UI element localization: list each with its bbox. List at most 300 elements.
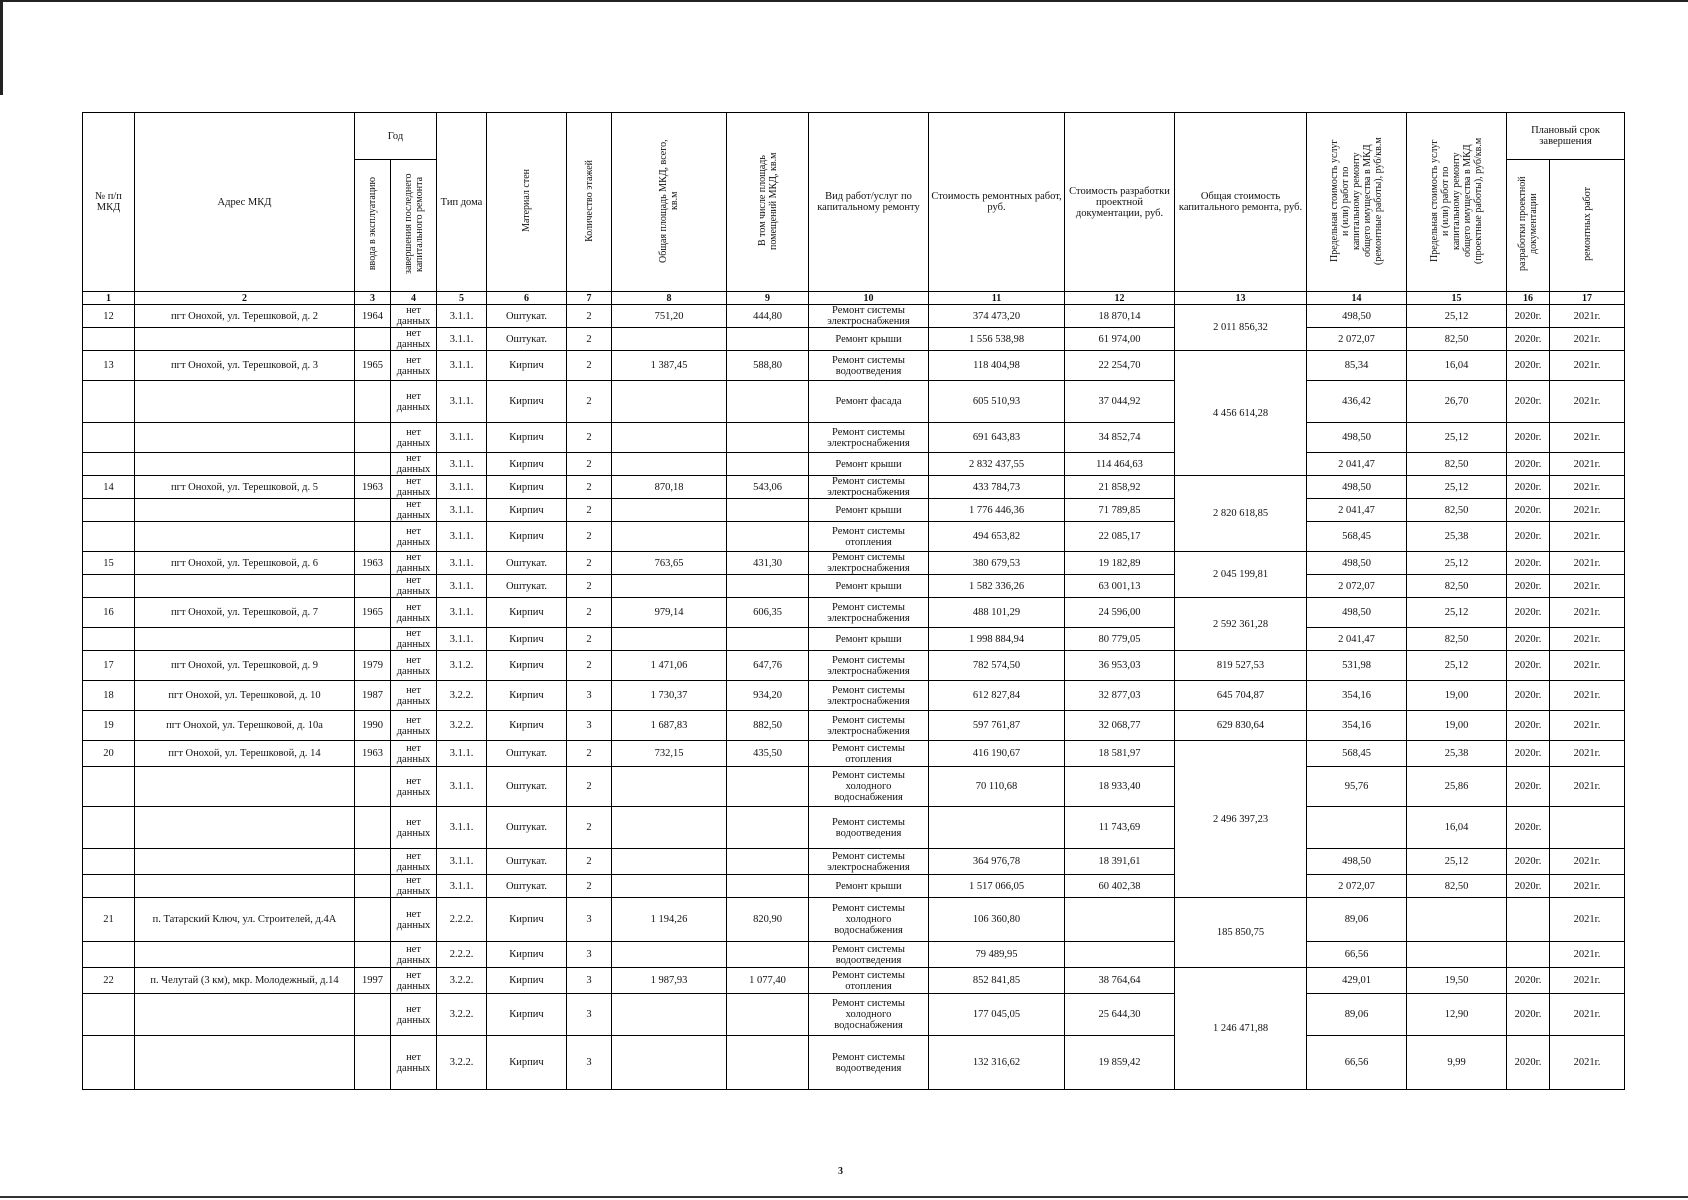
cell-term-design: 2020г. <box>1507 807 1550 849</box>
cell-type: 3.1.1. <box>437 453 487 476</box>
cell-type: 3.1.1. <box>437 552 487 575</box>
cell-total-cost: 629 830,64 <box>1175 711 1307 741</box>
table-row <box>83 681 1625 711</box>
cell-year-last-repair: нет данных <box>391 598 437 628</box>
cell-work-type: Ремонт крыши <box>809 575 929 598</box>
cell-limit-design: 25,12 <box>1407 305 1507 328</box>
cell-premises-area: 543,06 <box>727 476 809 499</box>
cell-work-type: Ремонт системы электроснабжения <box>809 711 929 741</box>
header-total-area <box>612 113 727 292</box>
cell-num <box>83 849 135 875</box>
cell-year-commission <box>355 849 391 875</box>
cell-year-last-repair: нет данных <box>391 423 437 453</box>
cell-limit-design: 19,50 <box>1407 968 1507 994</box>
cell-num: 19 <box>83 711 135 741</box>
cell-year-commission <box>355 1036 391 1090</box>
cell-year-commission: 1979 <box>355 651 391 681</box>
cell-num <box>83 1036 135 1090</box>
cell-year-last-repair: нет данных <box>391 741 437 767</box>
header-num: № п/п МКД <box>83 113 135 292</box>
cell-repair-cost: 1 556 538,98 <box>929 328 1065 351</box>
cell-limit-repair: 2 072,07 <box>1307 875 1407 898</box>
cell-total-area: 979,14 <box>612 598 727 628</box>
cell-premises-area: 934,20 <box>727 681 809 711</box>
table-row <box>83 628 1625 651</box>
cell-total-cost: 2 011 856,32 <box>1175 305 1307 351</box>
cell-repair-cost: 364 976,78 <box>929 849 1065 875</box>
header-repair-cost: Стоимость ремонтных работ, руб. <box>929 113 1065 292</box>
cell-term-design: 2020г. <box>1507 849 1550 875</box>
cell-term-design: 2020г. <box>1507 994 1550 1036</box>
table-row <box>83 381 1625 423</box>
cell-year-last-repair: нет данных <box>391 968 437 994</box>
cell-premises-area: 820,90 <box>727 898 809 942</box>
cell-num <box>83 499 135 522</box>
cell-type: 3.2.2. <box>437 968 487 994</box>
cell-limit-design: 25,12 <box>1407 849 1507 875</box>
cell-limit-repair: 498,50 <box>1307 305 1407 328</box>
cell-limit-design: 82,50 <box>1407 875 1507 898</box>
cell-limit-repair: 429,01 <box>1307 968 1407 994</box>
cell-term-repair: 2021г. <box>1550 651 1625 681</box>
cell-term-design: 2020г. <box>1507 681 1550 711</box>
cell-term-repair <box>1550 807 1625 849</box>
cell-limit-design: 9,99 <box>1407 1036 1507 1090</box>
cell-material: Оштукат. <box>487 575 567 598</box>
table-row <box>83 552 1625 575</box>
cell-year-last-repair: нет данных <box>391 681 437 711</box>
cell-material: Кирпич <box>487 453 567 476</box>
cell-work-type: Ремонт системы электроснабжения <box>809 849 929 875</box>
cell-material: Оштукат. <box>487 328 567 351</box>
cell-year-last-repair: нет данных <box>391 305 437 328</box>
cell-total-area: 1 987,93 <box>612 968 727 994</box>
cell-year-last-repair: нет данных <box>391 522 437 552</box>
cell-work-type: Ремонт крыши <box>809 875 929 898</box>
cell-work-type: Ремонт крыши <box>809 453 929 476</box>
cell-total-area: 1 194,26 <box>612 898 727 942</box>
cell-num <box>83 328 135 351</box>
column-number: 6 <box>487 292 567 305</box>
cell-repair-cost: 2 832 437,55 <box>929 453 1065 476</box>
cell-work-type: Ремонт системы электроснабжения <box>809 552 929 575</box>
cell-design-cost: 18 933,40 <box>1065 767 1175 807</box>
cell-design-cost: 60 402,38 <box>1065 875 1175 898</box>
cell-year-last-repair: нет данных <box>391 875 437 898</box>
cell-limit-design: 82,50 <box>1407 453 1507 476</box>
cell-type: 3.2.2. <box>437 1036 487 1090</box>
cell-limit-design: 16,04 <box>1407 807 1507 849</box>
cell-type: 2.2.2. <box>437 942 487 968</box>
cell-address: пгт Онохой, ул. Терешковой, д. 14 <box>135 741 355 767</box>
cell-term-repair: 2021г. <box>1550 476 1625 499</box>
cell-year-commission <box>355 575 391 598</box>
cell-year-last-repair: нет данных <box>391 381 437 423</box>
cell-type: 3.1.1. <box>437 522 487 552</box>
table-row <box>83 1036 1625 1090</box>
cell-material: Кирпич <box>487 1036 567 1090</box>
cell-limit-repair: 436,42 <box>1307 381 1407 423</box>
cell-year-last-repair: нет данных <box>391 552 437 575</box>
header-year: Год <box>355 113 437 160</box>
cell-type: 3.1.1. <box>437 328 487 351</box>
cell-year-last-repair: нет данных <box>391 994 437 1036</box>
cell-total-area: 732,15 <box>612 741 727 767</box>
cell-type: 3.2.2. <box>437 994 487 1036</box>
cell-total-area <box>612 499 727 522</box>
cell-material: Кирпич <box>487 994 567 1036</box>
cell-limit-design: 25,12 <box>1407 476 1507 499</box>
cell-material: Оштукат. <box>487 552 567 575</box>
cell-term-repair: 2021г. <box>1550 381 1625 423</box>
cell-address <box>135 328 355 351</box>
cell-work-type: Ремонт системы электроснабжения <box>809 598 929 628</box>
cell-repair-cost: 380 679,53 <box>929 552 1065 575</box>
header-premises-area-text: В том числе площадь помещений МКД, кв.м <box>756 151 779 250</box>
cell-repair-cost: 1 582 336,26 <box>929 575 1065 598</box>
header-material-text: Материал стен <box>521 169 532 232</box>
cell-total-area <box>612 1036 727 1090</box>
cell-repair-cost: 691 643,83 <box>929 423 1065 453</box>
header-address: Адрес МКД <box>135 113 355 292</box>
cell-total-cost: 2 496 397,23 <box>1175 741 1307 898</box>
cell-year-commission <box>355 522 391 552</box>
cell-num <box>83 423 135 453</box>
cell-work-type: Ремонт системы холодного водоснабжения <box>809 767 929 807</box>
header-floors-text: Количество этажей <box>583 159 595 242</box>
cell-premises-area <box>727 453 809 476</box>
cell-design-cost: 18 870,14 <box>1065 305 1175 328</box>
cell-year-commission <box>355 942 391 968</box>
cell-work-type: Ремонт системы электроснабжения <box>809 423 929 453</box>
cell-total-area <box>612 453 727 476</box>
cell-term-design: 2020г. <box>1507 305 1550 328</box>
cell-limit-repair: 2 072,07 <box>1307 575 1407 598</box>
cell-work-type: Ремонт системы водоотведения <box>809 351 929 381</box>
cell-term-repair: 2021г. <box>1550 681 1625 711</box>
cell-material: Кирпич <box>487 423 567 453</box>
cell-num <box>83 522 135 552</box>
cell-material: Кирпич <box>487 651 567 681</box>
cell-address <box>135 767 355 807</box>
cell-num: 16 <box>83 598 135 628</box>
cell-limit-design: 16,04 <box>1407 351 1507 381</box>
cell-address: п. Челутай (3 км), мкр. Молодежный, д.14 <box>135 968 355 994</box>
cell-type: 3.1.1. <box>437 849 487 875</box>
cell-year-last-repair: нет данных <box>391 476 437 499</box>
cell-repair-cost: 177 045,05 <box>929 994 1065 1036</box>
cell-design-cost: 34 852,74 <box>1065 423 1175 453</box>
cell-year-last-repair: нет данных <box>391 898 437 942</box>
cell-limit-design <box>1407 898 1507 942</box>
cell-address: пгт Онохой, ул. Терешковой, д. 5 <box>135 476 355 499</box>
cell-address <box>135 453 355 476</box>
cell-address <box>135 575 355 598</box>
cell-term-repair: 2021г. <box>1550 942 1625 968</box>
cell-total-cost: 645 704,87 <box>1175 681 1307 711</box>
cell-term-design <box>1507 942 1550 968</box>
cell-floors: 3 <box>567 898 612 942</box>
cell-term-repair: 2021г. <box>1550 522 1625 552</box>
cell-repair-cost: 1 517 066,05 <box>929 875 1065 898</box>
cell-total-area: 1 387,45 <box>612 351 727 381</box>
cell-repair-cost: 79 489,95 <box>929 942 1065 968</box>
cell-repair-cost: 782 574,50 <box>929 651 1065 681</box>
cell-limit-repair: 2 041,47 <box>1307 453 1407 476</box>
cell-design-cost: 63 001,13 <box>1065 575 1175 598</box>
cell-year-last-repair: нет данных <box>391 628 437 651</box>
table-row <box>83 575 1625 598</box>
table-row <box>83 875 1625 898</box>
cell-year-last-repair: нет данных <box>391 351 437 381</box>
cell-year-commission: 1987 <box>355 681 391 711</box>
cell-term-design: 2020г. <box>1507 381 1550 423</box>
cell-premises-area: 431,30 <box>727 552 809 575</box>
cell-limit-design: 25,12 <box>1407 598 1507 628</box>
table-row <box>83 351 1625 381</box>
cell-num <box>83 628 135 651</box>
cell-year-last-repair: нет данных <box>391 1036 437 1090</box>
cell-term-repair: 2021г. <box>1550 849 1625 875</box>
header-term-design-text: разработки проектной документации <box>1517 176 1539 272</box>
cell-term-repair: 2021г. <box>1550 453 1625 476</box>
cell-work-type: Ремонт крыши <box>809 499 929 522</box>
cell-address: п. Татарский Ключ, ул. Строителей, д.4А <box>135 898 355 942</box>
cell-floors: 2 <box>567 423 612 453</box>
cell-limit-design: 82,50 <box>1407 328 1507 351</box>
cell-floors: 2 <box>567 849 612 875</box>
cell-total-cost: 2 592 361,28 <box>1175 598 1307 651</box>
cell-type: 3.1.1. <box>437 305 487 328</box>
cell-material: Кирпич <box>487 628 567 651</box>
cell-premises-area <box>727 942 809 968</box>
cell-material: Кирпич <box>487 499 567 522</box>
cell-num <box>83 575 135 598</box>
cell-premises-area: 606,35 <box>727 598 809 628</box>
cell-repair-cost <box>929 807 1065 849</box>
header-design-cost: Стоимость разработки проектной документации, руб. <box>1065 113 1175 292</box>
cell-design-cost <box>1065 898 1175 942</box>
cell-design-cost: 25 644,30 <box>1065 994 1175 1036</box>
cell-total-cost: 2 045 199,81 <box>1175 552 1307 598</box>
cell-limit-design: 19,00 <box>1407 681 1507 711</box>
cell-design-cost: 36 953,03 <box>1065 651 1175 681</box>
cell-limit-design: 25,12 <box>1407 552 1507 575</box>
header-material <box>487 113 567 292</box>
cell-floors: 2 <box>567 628 612 651</box>
cell-address: пгт Онохой, ул. Терешковой, д. 9 <box>135 651 355 681</box>
cell-total-area: 1 730,37 <box>612 681 727 711</box>
cell-premises-area <box>727 875 809 898</box>
cell-type: 2.2.2. <box>437 898 487 942</box>
table-row <box>83 453 1625 476</box>
cell-term-design: 2020г. <box>1507 628 1550 651</box>
cell-term-design: 2020г. <box>1507 741 1550 767</box>
cell-address <box>135 875 355 898</box>
cell-term-repair: 2021г. <box>1550 741 1625 767</box>
column-number: 7 <box>567 292 612 305</box>
cell-num: 15 <box>83 552 135 575</box>
cell-total-area <box>612 807 727 849</box>
cell-design-cost: 32 068,77 <box>1065 711 1175 741</box>
cell-floors: 2 <box>567 328 612 351</box>
cell-design-cost: 38 764,64 <box>1065 968 1175 994</box>
cell-total-cost: 1 246 471,88 <box>1175 968 1307 1090</box>
cell-limit-design: 82,50 <box>1407 628 1507 651</box>
cell-limit-repair: 85,34 <box>1307 351 1407 381</box>
table-row <box>83 651 1625 681</box>
header-limit-repair <box>1307 113 1407 292</box>
cell-limit-repair: 498,50 <box>1307 849 1407 875</box>
cell-premises-area: 1 077,40 <box>727 968 809 994</box>
cell-floors: 2 <box>567 499 612 522</box>
cell-type: 3.1.1. <box>437 741 487 767</box>
cell-num <box>83 942 135 968</box>
column-number: 8 <box>612 292 727 305</box>
cell-limit-design: 19,00 <box>1407 711 1507 741</box>
cell-year-commission: 1963 <box>355 476 391 499</box>
cell-term-design: 2020г. <box>1507 875 1550 898</box>
cell-term-design: 2020г. <box>1507 522 1550 552</box>
cell-limit-repair: 354,16 <box>1307 681 1407 711</box>
cell-year-last-repair: нет данных <box>391 849 437 875</box>
cell-premises-area <box>727 1036 809 1090</box>
cell-floors: 3 <box>567 968 612 994</box>
cell-premises-area <box>727 994 809 1036</box>
column-numbers-row <box>83 292 1625 305</box>
column-number: 13 <box>1175 292 1307 305</box>
page-number: 3 <box>838 1166 843 1177</box>
cell-work-type: Ремонт системы электроснабжения <box>809 651 929 681</box>
cell-floors: 2 <box>567 305 612 328</box>
cell-type: 3.2.2. <box>437 681 487 711</box>
cell-year-last-repair: нет данных <box>391 453 437 476</box>
page-edge-top <box>0 0 1688 2</box>
cell-design-cost: 32 877,03 <box>1065 681 1175 711</box>
cell-design-cost: 18 391,61 <box>1065 849 1175 875</box>
cell-address: пгт Онохой, ул. Терешковой, д. 10 <box>135 681 355 711</box>
repair-register-table <box>82 112 1625 1090</box>
cell-work-type: Ремонт системы холодного водоснабжения <box>809 898 929 942</box>
cell-year-last-repair: нет данных <box>391 499 437 522</box>
cell-term-repair: 2021г. <box>1550 875 1625 898</box>
cell-term-design: 2020г. <box>1507 499 1550 522</box>
cell-material: Кирпич <box>487 942 567 968</box>
cell-num: 21 <box>83 898 135 942</box>
cell-floors: 3 <box>567 942 612 968</box>
cell-limit-repair: 498,50 <box>1307 598 1407 628</box>
cell-year-commission <box>355 875 391 898</box>
cell-term-repair: 2021г. <box>1550 1036 1625 1090</box>
table-row <box>83 499 1625 522</box>
column-number: 15 <box>1407 292 1507 305</box>
table-row <box>83 711 1625 741</box>
cell-term-design: 2020г. <box>1507 651 1550 681</box>
table-row <box>83 807 1625 849</box>
cell-total-area <box>612 575 727 598</box>
cell-repair-cost: 1 998 884,94 <box>929 628 1065 651</box>
column-number: 10 <box>809 292 929 305</box>
cell-limit-repair: 354,16 <box>1307 711 1407 741</box>
header-limit-design-text: Предельная стоимость услуг и (или) работ по капитальному ремонту общего имущества в МКД (проектные работы), руб/кв.м <box>1429 137 1484 264</box>
header-term-design <box>1507 160 1550 292</box>
cell-year-commission: 1963 <box>355 741 391 767</box>
cell-limit-design: 25,38 <box>1407 522 1507 552</box>
column-number: 17 <box>1550 292 1625 305</box>
cell-term-repair: 2021г. <box>1550 499 1625 522</box>
cell-year-last-repair: нет данных <box>391 575 437 598</box>
cell-year-last-repair: нет данных <box>391 711 437 741</box>
cell-premises-area: 588,80 <box>727 351 809 381</box>
cell-term-repair: 2021г. <box>1550 994 1625 1036</box>
header-term-repair-text: ремонтных работ <box>1581 187 1593 261</box>
cell-address: пгт Онохой, ул. Терешковой, д. 3 <box>135 351 355 381</box>
header-type: Тип дома <box>437 113 487 292</box>
cell-num <box>83 381 135 423</box>
cell-limit-repair: 66,56 <box>1307 1036 1407 1090</box>
cell-repair-cost: 132 316,62 <box>929 1036 1065 1090</box>
cell-total-cost: 819 527,53 <box>1175 651 1307 681</box>
cell-num <box>83 994 135 1036</box>
cell-floors: 2 <box>567 598 612 628</box>
cell-floors: 3 <box>567 1036 612 1090</box>
table-row <box>83 849 1625 875</box>
cell-type: 3.1.1. <box>437 499 487 522</box>
cell-term-repair: 2021г. <box>1550 305 1625 328</box>
cell-type: 3.1.1. <box>437 351 487 381</box>
cell-premises-area <box>727 328 809 351</box>
cell-year-last-repair: нет данных <box>391 328 437 351</box>
cell-limit-repair: 89,06 <box>1307 994 1407 1036</box>
cell-repair-cost: 494 653,82 <box>929 522 1065 552</box>
cell-num: 18 <box>83 681 135 711</box>
cell-term-repair: 2021г. <box>1550 328 1625 351</box>
cell-type: 3.1.1. <box>437 575 487 598</box>
cell-term-design: 2020г. <box>1507 1036 1550 1090</box>
cell-premises-area <box>727 767 809 807</box>
cell-work-type: Ремонт системы отопления <box>809 741 929 767</box>
cell-address <box>135 381 355 423</box>
cell-num <box>83 767 135 807</box>
cell-floors: 3 <box>567 994 612 1036</box>
cell-floors: 2 <box>567 552 612 575</box>
cell-year-last-repair: нет данных <box>391 942 437 968</box>
cell-material: Оштукат. <box>487 807 567 849</box>
cell-type: 3.1.1. <box>437 598 487 628</box>
cell-year-commission: 1965 <box>355 351 391 381</box>
cell-address <box>135 423 355 453</box>
cell-num: 22 <box>83 968 135 994</box>
cell-term-design: 2020г. <box>1507 575 1550 598</box>
cell-premises-area: 647,76 <box>727 651 809 681</box>
cell-material: Кирпич <box>487 351 567 381</box>
cell-year-commission <box>355 499 391 522</box>
cell-limit-repair: 568,45 <box>1307 522 1407 552</box>
cell-work-type: Ремонт крыши <box>809 628 929 651</box>
header-premises-area <box>727 113 809 292</box>
cell-limit-design: 82,50 <box>1407 575 1507 598</box>
cell-work-type: Ремонт системы водоотведения <box>809 1036 929 1090</box>
cell-address <box>135 849 355 875</box>
cell-address <box>135 807 355 849</box>
table-row <box>83 476 1625 499</box>
table-row <box>83 305 1625 328</box>
cell-limit-design <box>1407 942 1507 968</box>
cell-design-cost: 24 596,00 <box>1065 598 1175 628</box>
cell-material: Кирпич <box>487 381 567 423</box>
cell-design-cost: 61 974,00 <box>1065 328 1175 351</box>
cell-floors: 3 <box>567 681 612 711</box>
